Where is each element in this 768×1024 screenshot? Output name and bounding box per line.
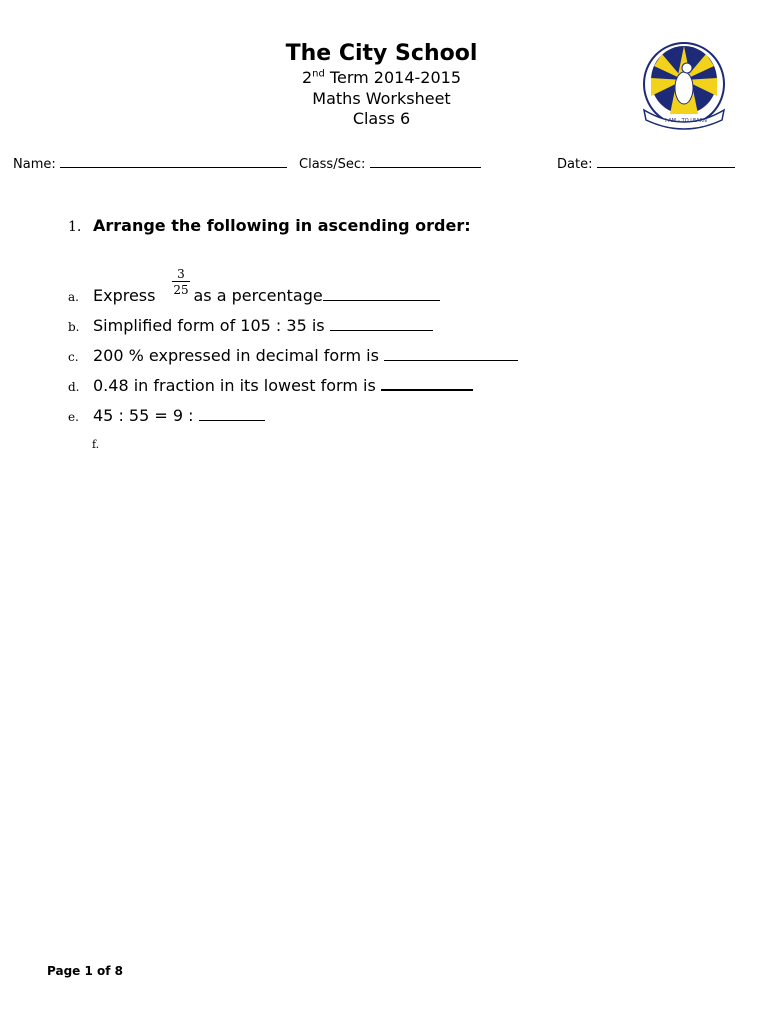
class-title: Class 6: [352, 109, 411, 128]
answer-blank-d[interactable]: [381, 389, 473, 391]
worksheet-title: Maths Worksheet: [312, 89, 451, 108]
page-number: Page 1 of 8: [47, 964, 123, 978]
term-line: 2nd Term 2014-2015: [301, 68, 462, 87]
question-number: 1.: [68, 219, 82, 235]
date-label: Date:: [557, 157, 593, 172]
name-field[interactable]: [60, 167, 287, 168]
list-item-b: b. Simplified form of 105 : 35 is: [68, 316, 433, 335]
date-field-row: [557, 157, 735, 172]
question-1: [68, 216, 471, 235]
name-label: Name:: [13, 157, 56, 172]
logo-motto: I AM – TO LEARN: [665, 118, 707, 124]
school-title: The City School: [285, 41, 478, 66]
class-field-row: [299, 157, 481, 172]
name-field-row: [13, 157, 287, 172]
date-field[interactable]: [597, 167, 735, 168]
list-item-d: d. 0.48 in fraction in its lowest form is: [68, 376, 473, 395]
answer-blank-c[interactable]: [384, 360, 518, 361]
list-item-e: e. 45 : 55 = 9 :: [68, 406, 265, 425]
list-item-f: f.: [92, 438, 100, 451]
answer-blank-b[interactable]: [330, 330, 433, 331]
class-label: Class/Sec:: [299, 157, 366, 172]
answer-blank-e[interactable]: [199, 420, 265, 421]
answer-blank-a[interactable]: [323, 300, 440, 301]
fraction-denominator: 25: [173, 283, 189, 297]
list-item-a: a. Express as a percentage: [68, 286, 440, 305]
question-text: Arrange the following in ascending order:: [93, 216, 471, 235]
class-field[interactable]: [370, 167, 481, 168]
school-logo: [640, 38, 732, 132]
fraction-numerator: 3: [177, 267, 185, 281]
list-item-c: c. 200 % expressed in decimal form is: [68, 346, 518, 365]
